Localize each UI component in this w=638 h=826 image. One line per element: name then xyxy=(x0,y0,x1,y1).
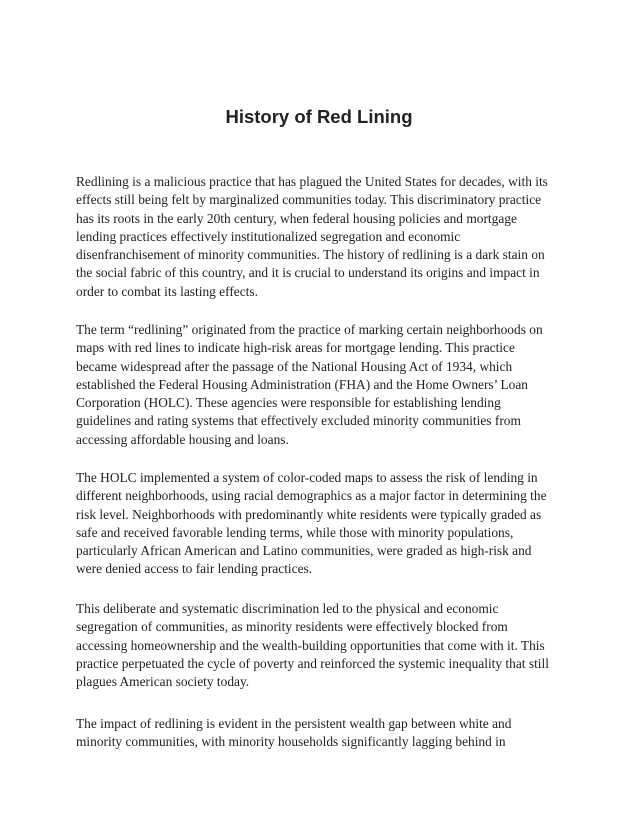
paragraph-line: disenfranchisement of minority communities. The history of redlining is a dark stain on xyxy=(76,247,545,263)
paragraph-line: established the Federal Housing Administration (FHA) and the Home Owners’ Loan xyxy=(76,376,528,392)
document-title: History of Red Lining xyxy=(225,106,413,127)
paragraph-line: effects still being felt by marginalized communities today. This discriminatory practice xyxy=(76,192,542,208)
paragraph-line: became widespread after the passage of the National Housing Act of 1934, which xyxy=(76,358,513,374)
paragraph-line: The HOLC implemented a system of color-coded maps to assess the risk of lending in xyxy=(76,470,538,485)
paragraph-line: minority communities, with minority households significantly lagging behind in xyxy=(76,734,506,750)
paragraph-line: Redlining is a malicious practice that has plagued the United States for decades, with its xyxy=(76,174,548,189)
paragraph-4 xyxy=(76,600,566,691)
paragraph-line: accessing affordable housing and loans. xyxy=(76,431,289,447)
paragraph-line: The term “redlining” originated from the practice of marking certain neighborhoods on xyxy=(76,322,543,337)
paragraph-line: different neighborhoods, using racial demographics as a major factor in determining the xyxy=(76,488,547,504)
paragraph-line: maps with red lines to indicate high-risk areas for mortgage lending. This practice xyxy=(76,340,515,356)
paragraph-line: This deliberate and systematic discrimination led to the physical and economic xyxy=(76,601,499,616)
paragraph-1 xyxy=(76,173,566,301)
paragraph-line: has its roots in the early 20th century, when federal housing policies and mortgage xyxy=(76,210,517,226)
paragraph-line: lending practices effectively institutionalized segregation and economic xyxy=(76,228,461,244)
paragraph-line: risk level. Neighborhoods with predominantly white residents were typically graded as xyxy=(76,506,542,522)
paragraph-2 xyxy=(76,321,566,449)
paragraph-line: segregation of communities, as minority residents were effectively blocked from xyxy=(76,619,508,635)
paragraph-5 xyxy=(76,715,566,752)
paragraph-line: safe and received favorable lending terms, while those with minority populations, xyxy=(76,524,514,540)
paragraph-line: guidelines and rating systems that effectively excluded minority communities from xyxy=(76,413,521,429)
paragraph-line: were denied access to fair lending practices. xyxy=(76,561,313,577)
paragraph-3 xyxy=(76,469,566,579)
paragraph-line: order to combat its lasting effects. xyxy=(76,283,258,299)
paragraph-line: Corporation (HOLC). These agencies were responsible for establishing lending xyxy=(76,395,501,411)
paragraph-line: plagues American society today. xyxy=(76,674,250,690)
paragraph-line: The impact of redlining is evident in the persistent wealth gap between white and xyxy=(76,716,512,731)
paragraph-line: the social fabric of this country, and it is crucial to understand its origins and impact in xyxy=(76,265,540,281)
paragraph-line: practice perpetuated the cycle of poverty and reinforced the systemic inequality that still xyxy=(76,655,549,671)
paragraph-line: particularly African American and Latino communities, were graded as high-risk and xyxy=(76,543,532,559)
paragraph-line: accessing homeownership and the wealth-building opportunities that come with it. This xyxy=(76,637,545,653)
